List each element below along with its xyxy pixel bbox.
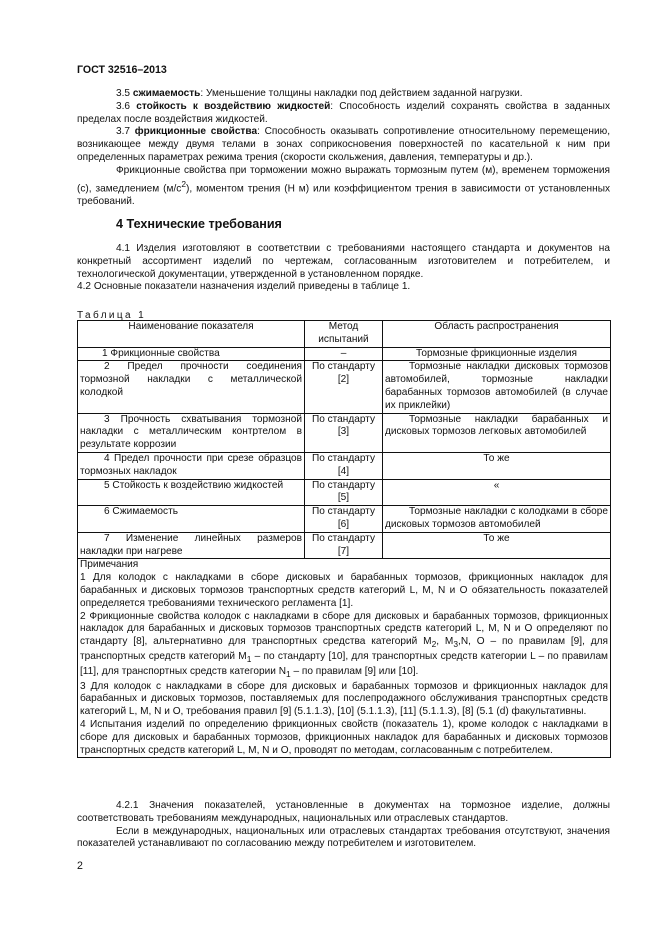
header-name: Наименование показателя [78,321,305,348]
cell-method: – [305,347,383,361]
subscript: 1 [246,653,252,664]
header-area: Область распространения [383,321,611,348]
cell-method: По стандарту [5] [305,479,383,506]
cell-name: 6 Сжимаемость [78,506,305,533]
table-notes-row [78,559,611,758]
section-body [77,243,610,294]
subscript: 2 [431,639,437,650]
paragraph-4-1: 4.1 Изделия изготовляют в соответствии с требованиями настоящего стандарта и документов на конкретный ассортимент изделий по чертежам, согласованным изготовителем и потребителем, и технологической документации, утвержденной в установленном порядке. [77,243,610,280]
cell-area: Тормозные фрикционные изделия [383,347,611,361]
paragraph-4-2: 4.2 Основные показатели назначения изделий приведены в таблице 1. [77,281,411,293]
definition-text: : Уменьшение толщины накладки под действием заданной нагрузки. [200,88,523,99]
friction-text-a: Фрикционные свойства при торможении можно выражать тормозным путем (м), временем торможения (с), замедлением (м/с [77,164,610,194]
definition-term: стойкость к воздействию жидкостей [136,100,331,112]
header-method: Метод испытаний [305,321,383,348]
table-notes [78,559,611,758]
definition-text: : Способность изделий сохранять свойства в заданных пределах после воздействия жидкостей. [77,100,610,125]
definitions-block [77,88,610,209]
cell-name: 3 Прочность схватывания тормозной накладки с металлическим контртелом в результате коррозии [78,413,305,452]
note-2-text: – по правилам [9] или [10]. [290,665,419,677]
table-row [78,413,611,452]
cell-area: Тормозные накладки с колодками в сборе дисковых тормозов автомобилей [383,506,611,533]
cell-area: Тормозные накладки барабанных и дисковых тормозов легковых автомобилей [383,413,611,452]
subscript: 3 [453,639,459,650]
cell-name: 2 Предел прочности соединения тормозной накладки с металлической колодкой [78,361,305,413]
note-2-text: ,N, O – по правилам [9], для транспортных средств категорий M [80,636,608,662]
paragraph-4-2-1: 4.2.1 Значения показателей, установленные в документах на тормозное изделие, должны соответствовать требованиям международных, национальных или отраслевых стандартов. [77,800,610,824]
paragraph-last: Если в международных, национальных или отраслевых стандартах требования отсутствуют, значения показателей устанавливают по согласованию между потребителем и изготовителем. [77,825,610,850]
cell-method: По стандарту [2] [305,361,383,413]
friction-text-b: ), моментом трения (Н м) или коэффициентом трения в зависимости от установленных требований. [77,182,610,207]
definition-number: 3.5 [116,88,131,99]
cell-method: По стандарту [4] [305,452,383,479]
section-title: 4 Технические требования [116,217,282,231]
definition-number: 3.7 [116,126,131,138]
cell-method: По стандарту [7] [305,532,383,559]
cell-name: 4 Предел прочности при срезе образцов тормозных накладок [78,452,305,479]
definition-3-5 [77,88,610,101]
cell-method: По стандарту [3] [305,413,383,452]
definition-text: : Способность оказывать сопротивление относительному перемещению, возникающее между двумя телами в зонах соприкосновения поверхностей по касательной к ним при определенных параметрах режима трения (скорости скольжения, давления, температуры и др.). [77,126,610,163]
note-2-text: – по стандарту [10], для транспортных средств категории L – по правилам [11], для транспортных средств категории N [80,650,608,677]
cell-area: То же [383,452,611,479]
note-4: 4 Испытания изделий по определению фрикционных свойств (показатель 1), кроме колодок с накладками в сборе для дисковых и барабанных тормозов, фрикционных накладок для барабанных и дисковых тормозов транспортных средств категорий L, M, N и O, проводят по методам, согласованным с потребителем. [80,718,608,756]
note-3: 3 Для колодок с накладками в сборе для дисковых и барабанных тормозов и фрикционных накладок для барабанных и дисковых тормозов, поставляемых для послепродажного обслуживания транспортных средств категорий L, M, N и O, требования правил [9] (5.1.1.3), [10] (5.1.1.3), [11] (5.1.1.3), [8] (5.1 (d) факультативны. [80,680,608,718]
cell-name: 5 Стойкость к воздействию жидкостей [78,479,305,506]
table-row [78,479,611,506]
table-header-row [78,321,611,348]
table-row [78,361,611,413]
definition-3-7 [77,126,610,164]
definition-term: сжимаемость [132,88,201,99]
table-row [78,506,611,533]
table-row [78,452,611,479]
cell-area: « [383,479,611,506]
note-2-text: , M [436,636,454,648]
after-table-block [77,800,610,851]
cell-method: По стандарту [6] [305,506,383,533]
note-2 [80,611,608,681]
notes-title: Примечания [80,559,139,571]
table-row [78,347,611,361]
note-2-text: 2 Фрикционные свойства колодок с накладками в сборе для дисковых и барабанных тормозов, фрикционных накладок для барабанных и дисковых тормозов транспортных средств категорий L, M, N и O определяют по стандарту [8], альтернативно для транспортных средства категорий M [80,610,608,648]
table-caption: Таблица 1 [77,310,147,321]
definition-3-6 [77,101,610,127]
page-number: 2 [77,860,83,872]
subscript: 1 [285,668,291,679]
definition-term: фрикционные свойства [134,126,258,138]
cell-area: То же [383,532,611,559]
definition-number: 3.6 [116,100,131,112]
superscript: 2 [181,178,186,189]
cell-name: 1 Фрикционные свойства [78,347,305,361]
friction-paragraph [77,165,610,209]
table-row [78,532,611,559]
requirements-table [77,320,611,758]
cell-area: Тормозные накладки дисковых тормозов автомобилей, тормозные накладки барабанных тормозов автомобилей (в случае их приклейки) [383,361,611,413]
cell-name: 7 Изменение линейных размеров накладки при нагреве [78,532,305,559]
note-1: 1 Для колодок с накладками в сборе дисковых и барабанных тормозов, фрикционных накладок для барабанных и дисковых тормозов транспортных средств категорий L, M, N и O обязательность показателей определяется требованиями технического регламента [1]. [80,572,608,609]
document-header: ГОСТ 32516–2013 [77,64,167,76]
